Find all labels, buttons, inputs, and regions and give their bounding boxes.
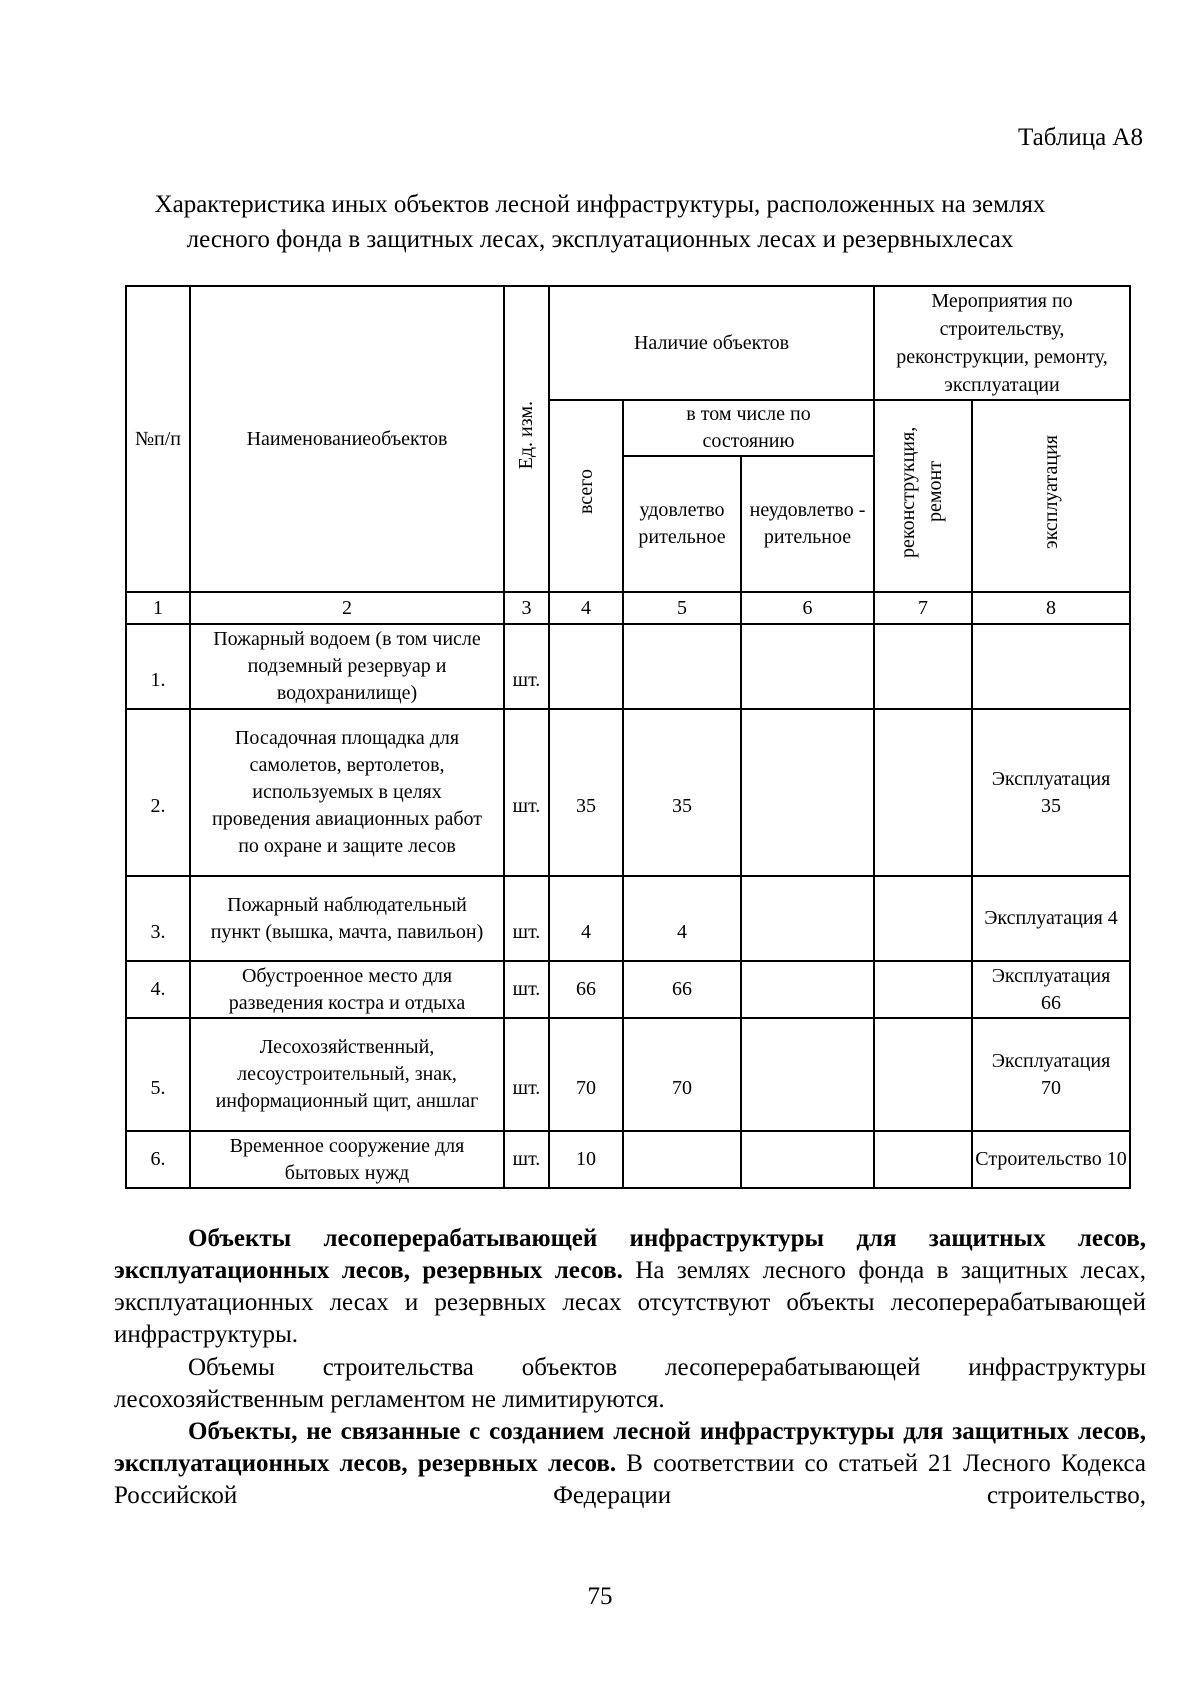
header-unsatisfactory: неудовлетво - рительное [741, 456, 874, 592]
row-unit: шт. [504, 876, 549, 961]
paragraph-unrelated-heading: Объекты, не связанные с созданием лесной инфраструктуры для защитных лесов, эксплуатационных лесов, резервных лесов. [114, 1418, 1146, 1477]
row-name: Временное сооружение для бытовых нужд [190, 1131, 504, 1188]
row-num: 1. [126, 624, 190, 709]
row-reconstruction [874, 1131, 972, 1188]
row-reconstruction [874, 709, 972, 876]
row-reconstruction [874, 624, 972, 709]
column-number: 6 [741, 592, 874, 624]
row-unsatisfactory [741, 1018, 874, 1131]
row-name: Пожарный наблюдательный пункт (вышка, мачта, павильон) [190, 876, 504, 961]
row-total: 10 [549, 1131, 623, 1188]
row-satisfactory: 70 [623, 1018, 741, 1131]
row-exploitation: Эксплуатация 66 [972, 961, 1130, 1018]
row-satisfactory [623, 624, 741, 709]
row-unit: шт. [504, 1131, 549, 1188]
row-num: 5. [126, 1018, 190, 1131]
row-name: Пожарный водоем (в том числе подземный резервуар и водохранилище) [190, 624, 504, 709]
row-name: Обустроенное место для разведения костра и отдыха [190, 961, 504, 1018]
table-row [126, 709, 1130, 876]
row-unit: шт. [504, 961, 549, 1018]
paragraph-woodworking-body: На землях лесного фонда в защитных лесах, эксплуатационных лесах и резервных лесах отсутствуют объекты лесоперерабатывающей инфраструктуры. [114, 1257, 1146, 1348]
row-unsatisfactory [741, 1131, 874, 1188]
row-num: 2. [126, 709, 190, 876]
row-unsatisfactory [741, 624, 874, 709]
table-row [126, 1131, 1130, 1188]
header-reconstruction-text: реконструкция, ремонт [897, 426, 946, 558]
column-number: 3 [504, 592, 549, 624]
row-satisfactory [623, 1131, 741, 1188]
paragraph-volumes [114, 1352, 1146, 1416]
paragraph-volumes-body: Объемы строительства объектов лесоперерабатывающей инфраструктуры лесохозяйственным регламентом не лимитируются. [114, 1354, 1146, 1413]
row-num: 6. [126, 1131, 190, 1188]
row-reconstruction [874, 1018, 972, 1131]
table-row [126, 876, 1130, 961]
header-reconstruction [874, 400, 972, 592]
header-satisfactory: удовлетво рительное [623, 456, 741, 592]
row-reconstruction [874, 961, 972, 1018]
row-unsatisfactory [741, 961, 874, 1018]
header-unit-text: Ед. изм. [515, 400, 537, 470]
row-satisfactory: 35 [623, 709, 741, 876]
row-exploitation: Эксплуатация 4 [972, 876, 1130, 961]
caption-line-1: Характеристика иных объектов лесной инфраструктуры, расположенных на землях [154, 191, 1046, 218]
header-unit [504, 286, 549, 592]
row-exploitation: Эксплуатация 70 [972, 1018, 1130, 1131]
paragraph-woodworking-heading: Объекты лесоперерабатывающей инфраструктуры для защитных лесов, эксплуатационных лесов, резервных лесов. [114, 1225, 1146, 1284]
row-unsatisfactory [741, 709, 874, 876]
header-measures: Мероприятия по строительству, реконструкции, ремонту, эксплуатации [874, 286, 1130, 400]
header-name: Наименованиеобъектов [190, 286, 504, 592]
row-total: 35 [549, 709, 623, 876]
paragraph-woodworking [114, 1223, 1146, 1351]
row-total: 4 [549, 876, 623, 961]
objects-table [125, 285, 1131, 1189]
table-label: Таблица А8 [1018, 124, 1143, 151]
row-satisfactory: 4 [623, 876, 741, 961]
paragraph-unrelated-objects [114, 1416, 1146, 1512]
row-unsatisfactory [741, 876, 874, 961]
row-total [549, 624, 623, 709]
row-total: 66 [549, 961, 623, 1018]
row-unit: шт. [504, 624, 549, 709]
table-row [126, 624, 1130, 709]
column-number: 4 [549, 592, 623, 624]
row-exploitation: Эксплуатация 35 [972, 709, 1130, 876]
caption-line-2: лесного фонда в защитных лесах, эксплуатационных лесах и резервныхлесах [186, 226, 1014, 253]
paragraph-unrelated-body: В соответствии со статьей 21 Лесного Кодекса Российской Федерации строительство, [114, 1450, 1146, 1509]
page-number: 75 [587, 1583, 613, 1610]
header-total-text: всего [574, 469, 597, 515]
header-by-condition: в том числе по состоянию [623, 400, 874, 456]
column-number: 5 [623, 592, 741, 624]
row-unit: шт. [504, 1018, 549, 1131]
row-exploitation [972, 624, 1130, 709]
header-total [549, 400, 623, 592]
table-caption [100, 187, 1100, 257]
header-exploitation-text: эксплуатация [1039, 435, 1062, 549]
column-number: 8 [972, 592, 1130, 624]
table-row [126, 961, 1130, 1018]
row-unit: шт. [504, 709, 549, 876]
row-num: 3. [126, 876, 190, 961]
header-exploitation [972, 400, 1130, 592]
row-total: 70 [549, 1018, 623, 1131]
row-reconstruction [874, 876, 972, 961]
column-number: 2 [190, 592, 504, 624]
row-num: 4. [126, 961, 190, 1018]
column-number: 1 [126, 592, 190, 624]
row-satisfactory: 66 [623, 961, 741, 1018]
header-num: №п/п [126, 286, 190, 592]
row-name: Лесохозяйственный, лесоустроительный, знак, информационный щит, аншлаг [190, 1018, 504, 1131]
header-availability: Наличие объектов [549, 286, 874, 400]
column-numbers-row [126, 592, 1130, 624]
column-number: 7 [874, 592, 972, 624]
row-exploitation: Строительство 10 [972, 1131, 1130, 1188]
row-name: Посадочная площадка для самолетов, вертолетов, используемых в целях проведения авиационных работ по охране и защите лесов [190, 709, 504, 876]
table-row [126, 1018, 1130, 1131]
